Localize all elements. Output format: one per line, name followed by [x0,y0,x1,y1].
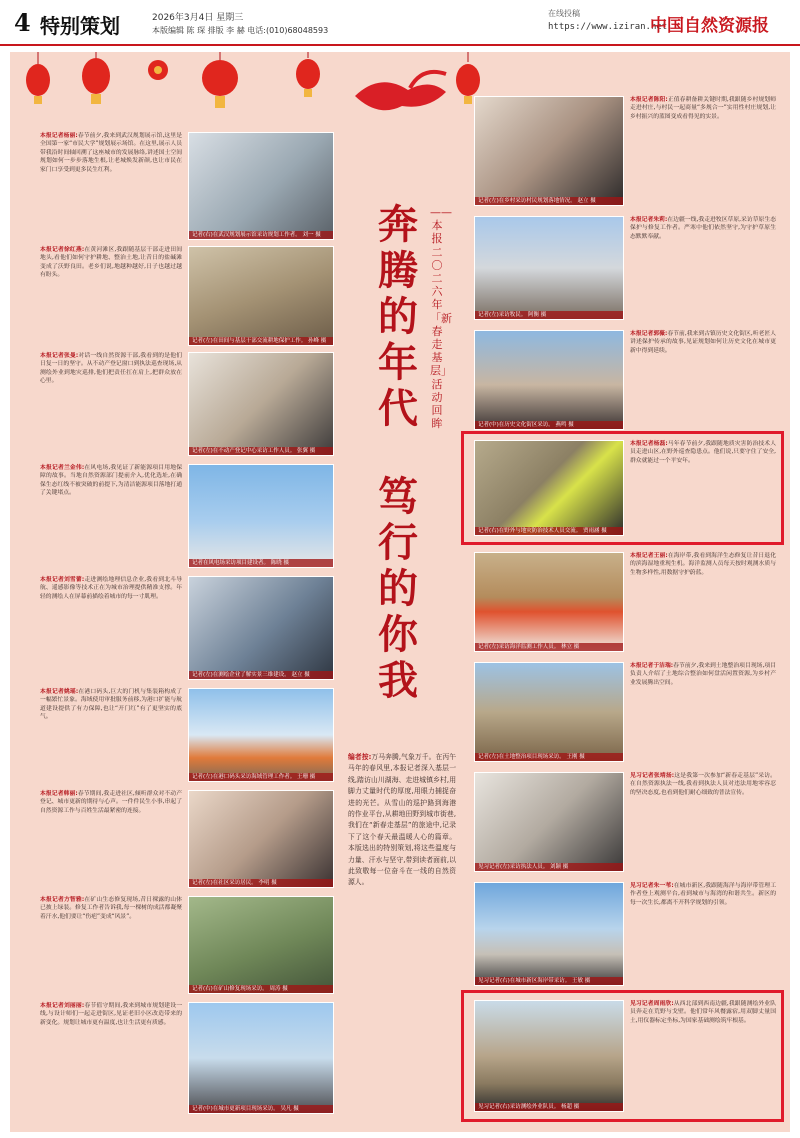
news-photo [188,576,334,680]
photo-caption: 记者(左)在不动产登记中心采访工作人员。 张翼 摄 [189,447,333,455]
story-block [630,330,776,355]
section-title: 特别策划 [40,14,120,38]
highlight-box [461,990,784,1122]
website-url[interactable]: https://www.iziran.net [548,22,668,32]
news-photo [188,132,334,240]
page-header [0,0,800,46]
news-photo [188,790,334,888]
story-block [630,882,776,907]
horse-icon [355,72,446,110]
reporter-name: 本报记者王丽: [630,553,668,559]
photo-caption: 见习记者(左)采访执法人员。 刘颖 摄 [475,863,623,871]
news-photo [474,882,624,986]
reporter-name: 本报记者杨丽: [40,133,78,139]
news-photo [188,896,334,994]
story-block [40,576,182,601]
story-block [630,552,776,577]
story-text: 春节前,我来到古镇历史文化街区,听老匠人讲述保护传承的故事,见证规划如何让历史文化在城市更新中得到延续。 [630,331,777,354]
reporter-name: 本报记者杨磊: [630,441,668,447]
editor-note-paragraph [348,752,456,889]
news-photo [188,688,334,782]
story-text: 这是我第一次参加“新春走基层”采访。在自然资源执法一线,我看到执法人员对违法用地零容忍的坚决态度,也看到他们耐心细致的普法宣传。 [630,773,776,796]
photo-caption: 记者(左)在港口码头采访海域管理工作者。 王珊 摄 [189,773,333,781]
photo-caption: 记者(左)在乡村采访村民规划落地情况。 赵立 摄 [475,197,623,205]
news-photo [474,552,624,652]
editor-note [348,752,456,889]
story-text: 在风电场,我见证了新能源项目用地保障的故事。当地自然资源部门提前介入,优化选址,在确保生态红线不被突破的前提下,为清洁能源项目落地打通了关键堵点。 [40,465,182,497]
story-text: 从西北部到西南边疆,我跟随测绘外业队员奔走在荒野与戈壁。他们常年风餐露宿,用双脚丈量国土,用仪器标定坐标,为国家基础测绘筑牢根基。 [630,1001,776,1024]
story-block [630,96,776,121]
lantern-icon [26,52,50,104]
lantern-icon [82,52,110,104]
photo-caption: 记者(中)在历史文化街区采访。 燕鸣 摄 [475,421,623,429]
newspaper-logo: 中国自然资源报 [650,16,769,36]
story-block [630,662,776,687]
news-photo [188,1002,334,1114]
story-text: 在黄河滩区,我跟随基层干部走进田间地头,看他们如何守护耕地、整治土地,让昔日的盐碱滩变成了沃野良田。老乡们说,地越种越好,日子也越过越有盼头。 [40,247,182,279]
reporter-name: 本报记者张曼: [40,353,79,359]
submit-label: 在线投稿 [548,9,580,18]
photo-caption: 记者在风电场采访项目建设者。 陈晓 摄 [189,559,333,567]
news-photo [188,246,334,346]
news-photo [474,662,624,762]
news-photo [188,352,334,456]
story-block [40,132,182,174]
reporter-name: 本报记者陈阳: [630,97,668,103]
story-block [40,790,182,815]
reporter-name: 见习记者周雨欣: [630,1001,674,1007]
story-block [40,352,182,386]
story-text: 春节期间,我走进社区,倾听群众对不动产登记、城市更新的期待与心声。一件件民生小事,串起了自然资源工作与百姓生活最紧密的连接。 [40,791,183,814]
photo-caption: 记者(右)在野外与地灾防治技术人员交流。 贾雨涵 摄 [475,527,623,535]
lantern-icon [296,52,320,97]
reporter-name: 本报记者兰金伟: [40,465,85,471]
reporter-name: 见习记者张靖扬: [630,773,675,779]
reporter-name: 本报记者方智雅: [40,897,85,903]
reporter-name: 本报记者朱莉: [630,217,668,223]
photo-caption: 记者(左)在土地整治项目现场采访。 王刚 摄 [475,753,623,761]
photo-caption: 记者(左)在测绘企业了解实景三维建设。 赵立 摄 [189,671,333,679]
story-text: 在城市新区,我跟随海洋与海岸带管理工作者登上观测平台,看到城市与海湾的和谐共生。新区的每一次生长,都离不开科学规划的引领。 [630,883,776,906]
story-block [630,216,776,241]
story-text: 春节值守期间,我来到城市规划建设一线,与设计师们一起走进街区,见证老旧小区改造带来的新变化。规划让城市更有温度,也让生活更有质感。 [40,1003,182,1026]
headline-line-1: 奔腾的年代 [378,201,418,432]
photo-caption: 见习记者(右)采访测绘外业队员。 杨超 摄 [475,1103,623,1111]
story-block [40,1002,182,1027]
story-text: 走进测绘地理信息企业,我看到北斗导航、遥感影像等技术正在为城市治理提供精准支撑。年轻的测绘人在屏幕前描绘着城市的每一寸肌理。 [40,577,182,600]
news-photo [188,464,334,568]
news-photo [474,96,624,206]
page-number: 4 [14,8,31,37]
news-photo [474,330,624,430]
story-text: 在海岸带,我看到海洋生态修复让昔日退化的滨海湿地重现生机。海洋监测人员每天按时观测水质与生物多样性,用数据守护蔚蓝。 [630,553,776,576]
story-text: 在港口码头,巨大的门机与集装箱构成了一幅繁忙景象。海域使用审批服务前移,为港口扩能与航道建设提供了有力保障,也让“开门红”有了更坚实的底气。 [40,689,182,721]
reporter-name: 本报记者徐红燕: [40,247,85,253]
editor-note-label: 编者按: [348,753,372,761]
reporter-name: 本报记者于洁瑞: [630,663,674,669]
reporter-name: 本报记者郭薇: [630,331,668,337]
photo-caption: 记者(左)采访海洋监测工作人员。 林立 摄 [475,643,623,651]
reporter-name: 本报记者刘丽丽: [40,1003,85,1009]
editor-note-text: 万马奔腾,气象万千。在丙午马年的春风里,本报记者深入基层一线,踏访山川湖海、走进城镇乡村,用脚力丈量时代的厚度,用眼力捕捉奋进的光芒。从雪山的巡护路到海港的作业平台,从耕地田野到城市街巷,我们在“新春走基层”的旅途中,记录下了这个春天最温暖人心的篇章。本版选出的特别策划,将这些温度与力量、汗水与坚守,带到读者面前,以此致敬每一位奋斗在一线的自然资源人。 [348,753,456,887]
story-block [40,246,182,280]
story-block [40,896,182,921]
news-photo [474,772,624,872]
photo-caption: 见习记者(右)在城市新区海岸带采访。 王敏 摄 [475,977,623,985]
story-text: 春节前夕,我来到武汉规划展示馆,这里是全国第一家“市民大学”规划展示场馆。在这里,展示人员带我沿时间轴回溯了这座城市的发展脉络,讲述国土空间规划如何一步步落地生根,让老城焕发新颜,也让市民在家门口享受到更多民生红利。 [40,133,183,173]
photo-caption: 记者(右)在矿山修复现场采访。 周涛 摄 [189,985,333,993]
photo-caption: 记者(左)在田间与基层干部交流耕地保护工作。 孙峰 摄 [189,337,333,345]
headline-line-2: 笃行的你我 [378,473,418,704]
news-photo [474,216,624,320]
story-text: 春节前夕,我来到土地整治项目现场,项目负责人介绍了土地综合整治如何盘活闲置资源,为乡村产业发展腾出空间。 [630,663,777,686]
photo-caption: 记者(中)在城市更新项目现场采访。 吴凡 摄 [189,1105,333,1113]
story-text: 正值春耕备耕关键时期,我跟随乡村规划师走进村庄,与村民一起商量“多规合一”实用性村庄规划,让乡村振兴的蓝图变成看得见的实景。 [630,97,776,120]
reporter-name: 本报记者刘雪蕾: [40,577,85,583]
photo-caption: 记者(左)在社区采访居民。 李明 摄 [189,879,333,887]
story-text: 马年春节前夕,我跟随地质灾害防治技术人员走进山区,在野外巡查隐患点。他们说,只要守住了安全,群众就能过一个平安年。 [630,441,776,464]
issue-date: 2026年3月4日 星期三 [152,13,244,23]
photo-caption: 记者(右)在武汉规划展示馆采访规划工作者。 刘一 摄 [189,231,333,239]
headline-subtitle: ——本报二〇二六年「新春走基层」活动回眸 [430,206,452,431]
photo-caption: 记者(左)采访牧民。 阿衡 摄 [475,311,623,319]
flower-icon [148,60,168,80]
story-text: 对话一线自然资源干部,我看到的是他们日复一日的坚守。从不动产登记窗口到执法巡查现场,从测绘外业到地灾巡排,他们把责任扛在肩上,把群众放在心里。 [40,353,182,385]
reporter-name: 本报记者韩丽: [40,791,78,797]
story-block [40,688,182,722]
story-block [40,464,182,498]
story-block [630,772,776,797]
story-text: 在边疆一线,我走进牧区草原,采访草原生态保护与修复工作者。严寒中他们依然坚守,为守护草原生态默默奉献。 [630,217,777,240]
editor-credits: 本版编辑 陈 琛 排版 李 赫 电话:(010)68048593 [152,26,329,35]
reporter-name: 见习记者朱一苇: [630,883,674,889]
highlight-box [461,431,784,545]
story-text: 在矿山生态修复现场,昔日裸露的山体已披上绿装。修复工作者告诉我,每一棵树的成活都凝聚着汗水,他们要让“伤疤”变成“风景”。 [40,897,182,920]
lantern-icon [202,52,238,108]
reporter-name: 本报记者姚瑶: [40,689,79,695]
